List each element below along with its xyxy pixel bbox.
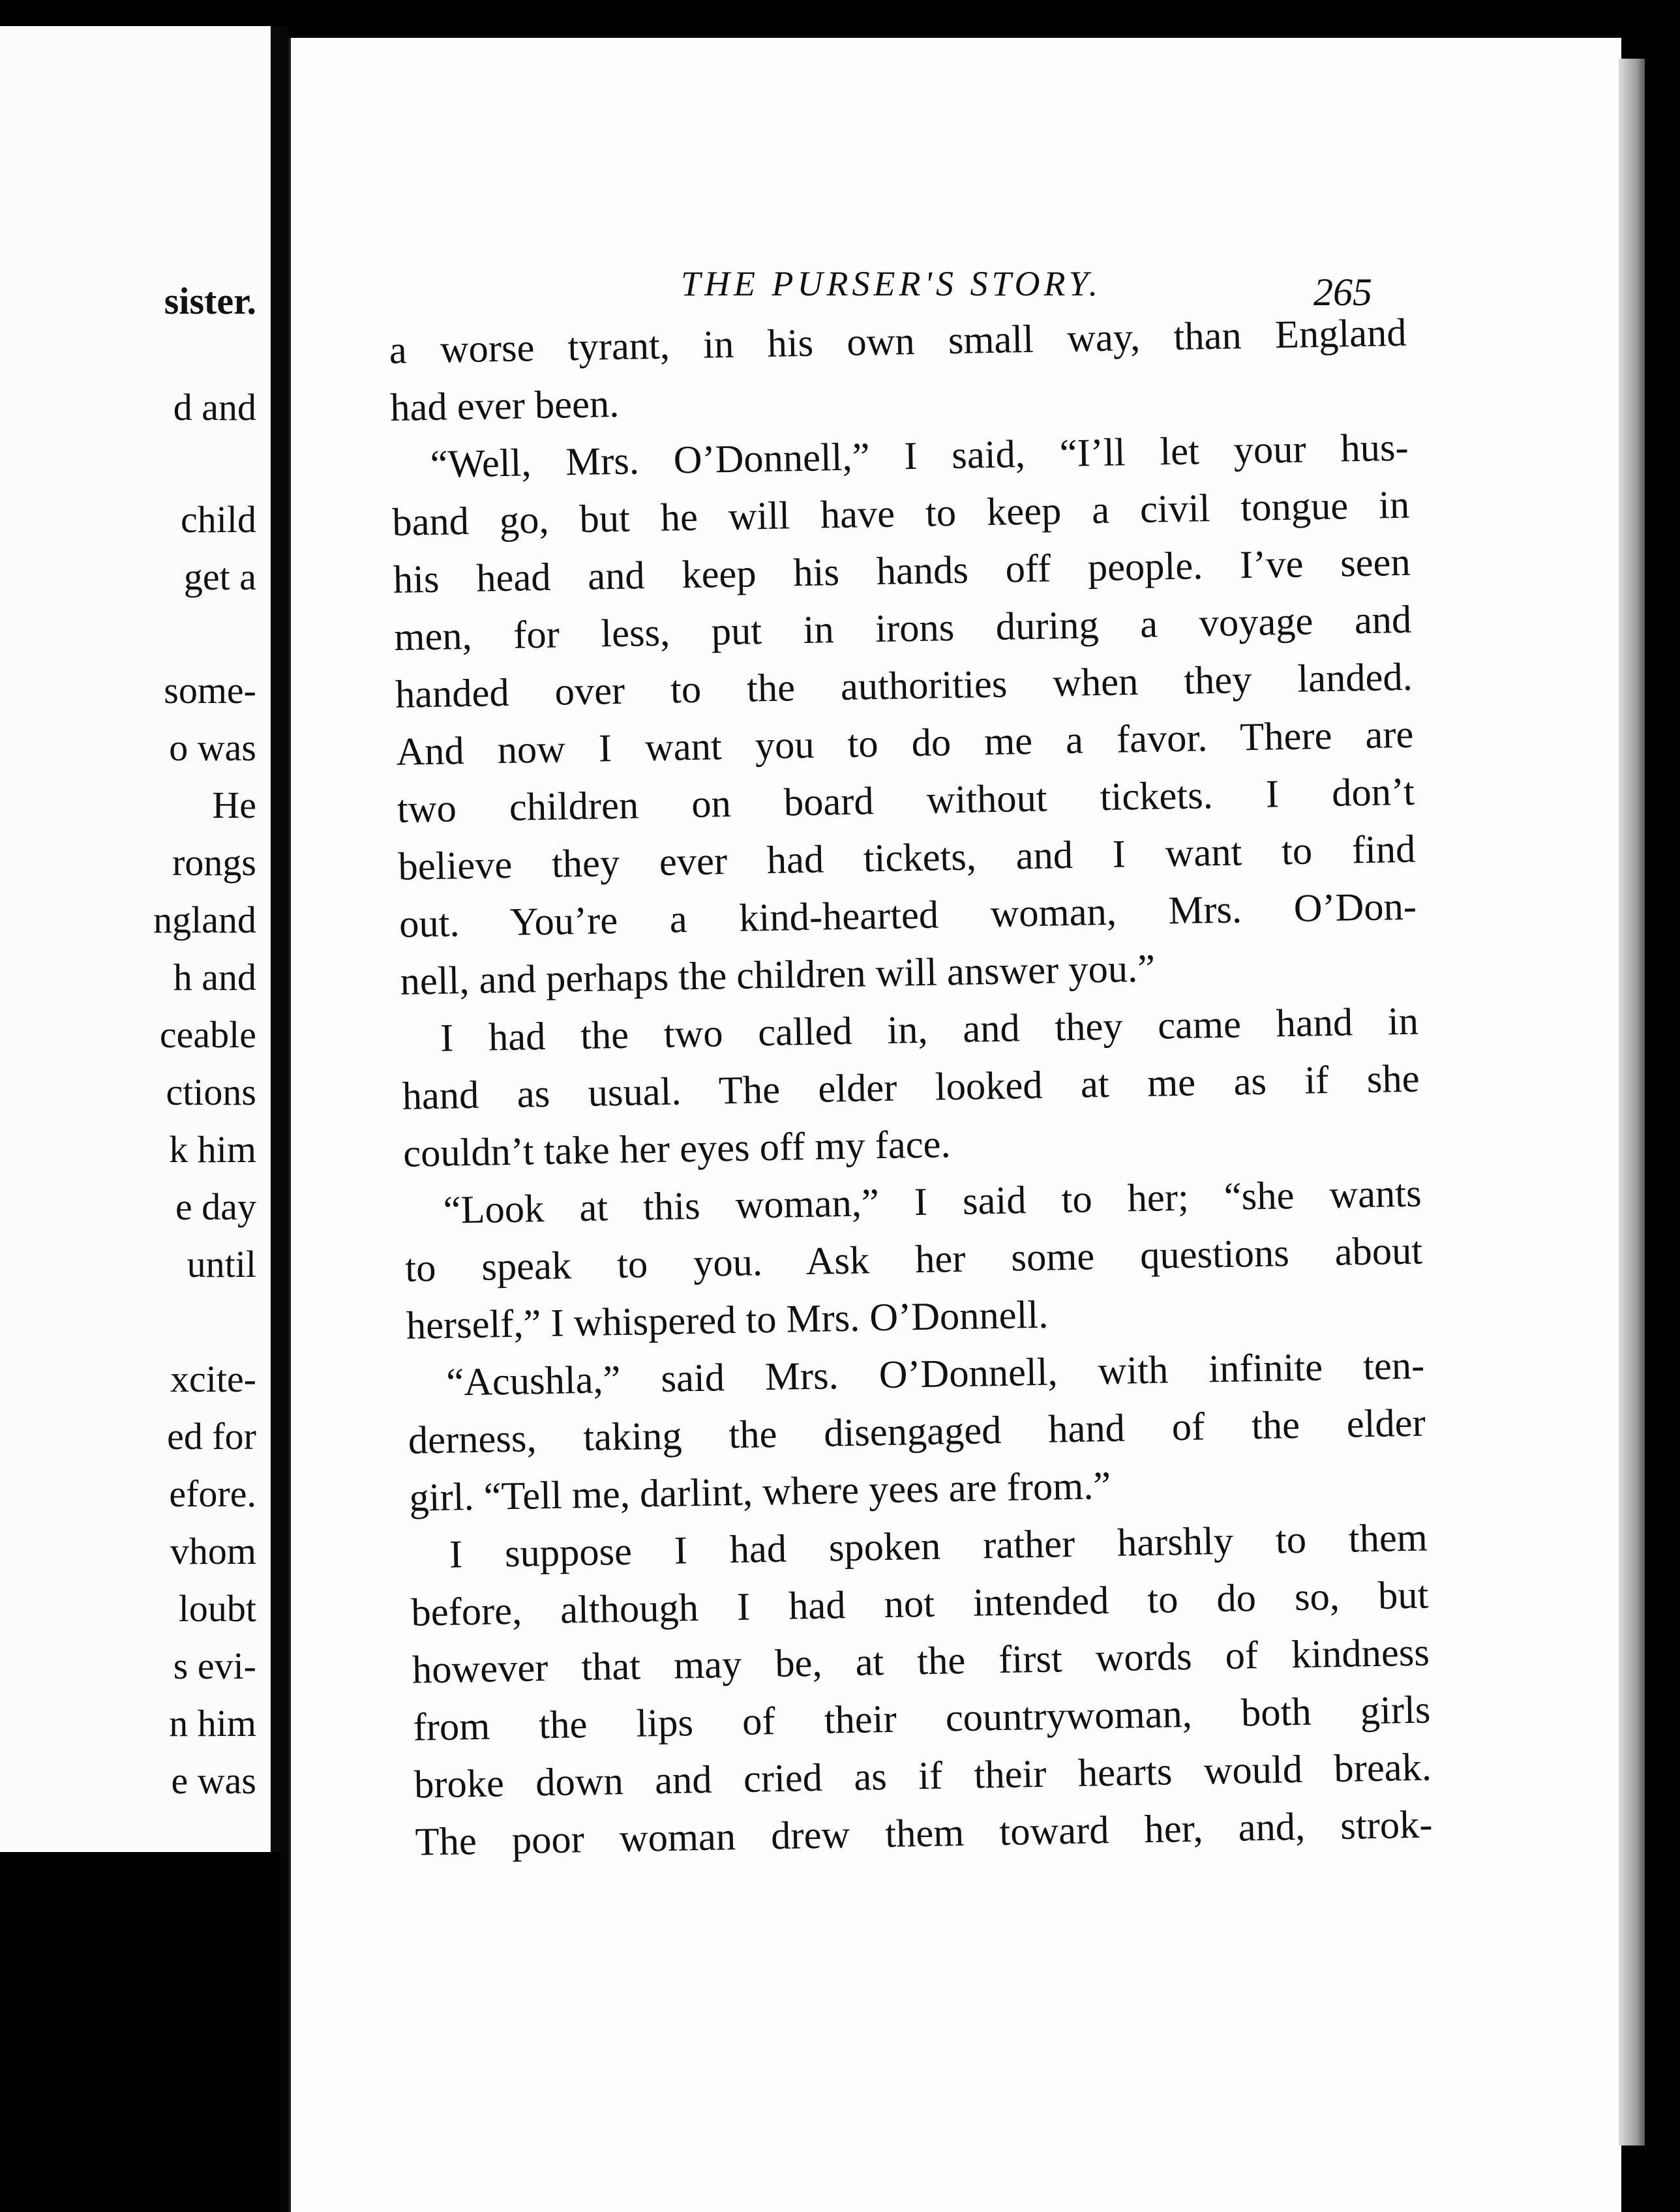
- text-line: out. You’re a kind-hearted woman, Mrs. O’Don-: [398, 884, 1417, 946]
- text-line: And now I want you to do me a favor. There are: [395, 712, 1414, 774]
- text-line: before, although I had not intended to do so, but: [410, 1573, 1429, 1635]
- book-gutter: [280, 26, 288, 2212]
- text-line: The poor woman drew them toward her, and, strok-: [415, 1802, 1433, 1864]
- text-line: broke down and cried as if their hearts would break.: [413, 1745, 1432, 1807]
- text-line: couldn’t take her eyes off my face.: [402, 1122, 952, 1176]
- left-page-line: child: [181, 498, 256, 541]
- text-line: derness, taking the disengaged hand of the elder: [408, 1401, 1426, 1463]
- text-line: believe they ever had tickets, and I want to find: [397, 827, 1416, 889]
- text-line: from the lips of their countrywoman, both girls: [413, 1688, 1431, 1750]
- left-page-line: sister.: [164, 280, 256, 322]
- left-page-line: ngland: [153, 899, 256, 941]
- text-line: herself,” I whispered to Mrs. O’Donnell.: [406, 1293, 1049, 1348]
- left-page-line: ctions: [166, 1071, 256, 1113]
- text-line: “Well, Mrs. O’Donnell,” I said, “I’ll let your hus-: [430, 425, 1409, 486]
- left-page-line: ed for: [167, 1415, 256, 1457]
- text-line: band go, but he will have to keep a civil tongue in: [391, 483, 1410, 545]
- left-page-line: vhom: [170, 1530, 256, 1572]
- scan-background-edge: [1645, 59, 1680, 2212]
- text-line: girl. “Tell me, darlint, where yees are from.”: [408, 1463, 1111, 1520]
- left-page-line: k him: [169, 1128, 256, 1171]
- text-line: had ever been.: [389, 381, 620, 430]
- left-page-line: ceable: [159, 1013, 256, 1056]
- text-line: a worse tyrant, in his own small way, than England: [389, 310, 1407, 372]
- left-page-line: xcite-: [170, 1358, 256, 1400]
- left-page-line: e was: [171, 1759, 256, 1802]
- page-number: 265: [1313, 271, 1372, 314]
- text-line: “Acushla,” said Mrs. O’Donnell, with infinite ten-: [445, 1343, 1425, 1405]
- running-head: [291, 227, 1621, 314]
- right-page: [288, 38, 1621, 2212]
- text-line: two children on board without tickets. I don’t: [397, 770, 1415, 831]
- left-page-line: He: [212, 784, 256, 826]
- text-line: I suppose I had spoken rather harshly to them: [449, 1516, 1428, 1577]
- left-page-line: h and: [173, 956, 256, 998]
- text-line: handed over to the authorities when they landed.: [395, 655, 1413, 717]
- left-page-line: until: [187, 1243, 256, 1285]
- left-page-line: some-: [164, 669, 256, 711]
- left-page-line: rongs: [172, 841, 256, 884]
- text-line: however that may be, at the first words of kindness: [412, 1630, 1430, 1692]
- page-edge-stack: [1619, 59, 1645, 2145]
- text-line: nell, and perhaps the children will answer you.”: [400, 946, 1156, 1004]
- left-page-line: s evi-: [173, 1645, 256, 1687]
- running-title: THE PURSER'S STORY.: [681, 264, 1102, 303]
- text-line: men, for less, put in irons during a voyage and: [393, 597, 1412, 659]
- left-page-line: d and: [173, 386, 256, 428]
- left-page-line: loubt: [178, 1587, 256, 1630]
- text-line: his head and keep his hands off people. I’ve seen: [393, 540, 1411, 602]
- text-line: “Look at this woman,” I said to her; “she wants: [443, 1171, 1422, 1233]
- text-line: I had the two called in, and they came hand in: [440, 999, 1419, 1060]
- text-line: to speak to you. Ask her some questions about: [404, 1229, 1423, 1291]
- left-page-fragment: [0, 26, 285, 1852]
- left-page-line: efore.: [169, 1472, 256, 1515]
- body-text: [389, 305, 1433, 1872]
- left-page-line: e day: [175, 1186, 256, 1228]
- left-page-line: n him: [169, 1702, 256, 1744]
- left-page-line: get a: [183, 556, 256, 598]
- left-page-line: o was: [169, 726, 256, 769]
- text-line: hand as usual. The elder looked at me as if she: [402, 1056, 1420, 1118]
